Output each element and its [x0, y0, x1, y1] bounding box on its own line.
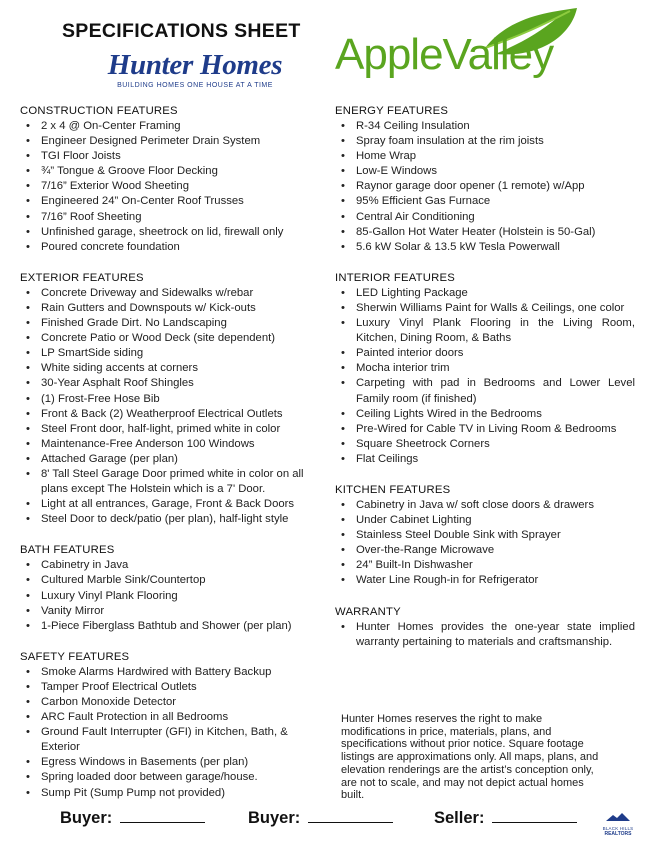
feature-list — [20, 665, 325, 801]
feature-list — [20, 558, 325, 633]
bullet-icon: • — [26, 332, 30, 345]
feature-list — [335, 286, 635, 467]
feature-item — [335, 498, 635, 513]
feature-item — [335, 437, 635, 452]
feature-item — [20, 665, 325, 680]
bullet-icon: • — [341, 347, 345, 360]
feature-item — [335, 164, 635, 179]
feature-text: Finished Grade Dirt. No Landscaping — [41, 317, 227, 330]
feature-text: Cabinetry in Java w/ soft close doors & drawers — [356, 498, 594, 511]
section-heading: WARRANTY — [335, 605, 401, 618]
bullet-icon: • — [26, 135, 30, 148]
feature-section — [20, 543, 325, 633]
feature-item — [335, 513, 635, 528]
feature-text: Ceiling Lights Wired in the Bedrooms — [356, 407, 542, 420]
bullet-icon: • — [26, 347, 30, 360]
feature-item — [335, 194, 635, 209]
section-heading: INTERIOR FEATURES — [335, 271, 455, 284]
feature-section — [20, 650, 325, 801]
feature-text: Home Wrap — [356, 150, 417, 163]
bullet-icon: • — [341, 301, 345, 314]
feature-text: Unfinished garage, sheetrock on lid, firewall only — [41, 225, 284, 238]
feature-item — [335, 407, 635, 422]
signature-footer — [0, 808, 650, 838]
bullet-icon: • — [26, 392, 30, 405]
feature-text: Luxury Vinyl Plank Flooring — [41, 589, 178, 602]
feature-section — [20, 271, 325, 528]
feature-text: Steel Door to deck/patio (per plan), half-light style — [41, 513, 289, 526]
bullet-icon: • — [26, 498, 30, 511]
feature-item — [20, 164, 325, 179]
feature-text: ARC Fault Protection in all Bedrooms — [41, 711, 229, 724]
feature-text: 7/16” Roof Sheeting — [41, 210, 142, 223]
bullet-icon: • — [26, 120, 30, 132]
right-column — [335, 104, 635, 666]
builder-name: Hunter Homes — [107, 49, 283, 81]
feature-text: Over-the-Range Microwave — [356, 544, 495, 557]
community-name: AppleValley — [335, 30, 554, 79]
section-heading: EXTERIOR FEATURES — [20, 271, 144, 284]
feature-item — [20, 452, 325, 467]
feature-list — [335, 119, 635, 255]
feature-text: 1-Piece Fiberglass Bathtub and Shower (per plan) — [41, 619, 292, 632]
bullet-icon: • — [26, 452, 30, 465]
bullet-icon: • — [341, 544, 345, 557]
bullet-icon: • — [341, 180, 345, 193]
feature-item — [20, 437, 325, 452]
feature-item — [20, 467, 325, 497]
feature-text: Water Line Rough-in for Refrigerator — [356, 574, 539, 587]
bullet-icon: • — [341, 120, 345, 132]
bullet-icon: • — [341, 150, 345, 163]
feature-item — [20, 210, 325, 225]
realtor-line-2: REALTORS — [604, 831, 632, 837]
feature-item — [20, 286, 325, 301]
feature-item — [20, 346, 325, 361]
feature-text: Engineered 24” On-Center Roof Trusses — [41, 195, 244, 208]
bullet-icon: • — [341, 529, 345, 542]
feature-text: Steel Front door, half-light, primed white in color — [41, 422, 281, 435]
bullet-icon: • — [26, 726, 30, 739]
feature-item — [20, 422, 325, 437]
feature-item — [20, 497, 325, 512]
feature-section — [20, 104, 325, 255]
feature-text: White siding accents at corners — [41, 362, 198, 375]
feature-text: Luxury Vinyl Plank Flooring in the Living Room, Kitchen, Dining Room, & Baths — [356, 317, 635, 345]
feature-item — [335, 301, 635, 316]
bullet-icon: • — [341, 135, 345, 148]
hunter-homes-logo — [95, 50, 295, 89]
feature-section — [335, 605, 635, 650]
feature-text: TGI Floor Joists — [41, 150, 121, 163]
bullet-icon: • — [26, 240, 30, 253]
feature-text: Engineer Designed Perimeter Drain System — [41, 135, 261, 148]
feature-text: Spring loaded door between garage/house. — [41, 771, 258, 784]
bullet-icon: • — [341, 437, 345, 450]
feature-item — [335, 346, 635, 361]
feature-text: Mocha interior trim — [356, 362, 450, 375]
section-heading: KITCHEN FEATURES — [335, 483, 451, 496]
bullet-icon: • — [341, 195, 345, 208]
feature-text: Flat Ceilings — [356, 452, 419, 465]
bullet-icon: • — [26, 711, 30, 724]
feature-item — [20, 619, 325, 634]
feature-item — [20, 361, 325, 376]
buyer-1-label: Buyer: — [60, 809, 113, 827]
feature-text: Light at all entrances, Garage, Front & Back Doors — [41, 498, 295, 511]
buyer-1-signature — [60, 808, 205, 828]
bullet-icon: • — [341, 452, 345, 465]
bullet-icon: • — [341, 514, 345, 527]
feature-item — [335, 452, 635, 467]
bullet-icon: • — [26, 150, 30, 163]
bullet-icon: • — [341, 498, 345, 511]
feature-item — [335, 286, 635, 301]
bullet-icon: • — [26, 407, 30, 420]
feature-item — [335, 620, 635, 650]
bullet-icon: • — [26, 377, 30, 390]
feature-item — [335, 240, 635, 255]
feature-text: Pre-Wired for Cable TV in Living Room & Bedrooms — [356, 422, 617, 435]
bullet-icon: • — [26, 286, 30, 299]
feature-section — [335, 271, 635, 467]
feature-text: (1) Frost-Free Hose Bib — [41, 392, 160, 405]
feature-item — [335, 543, 635, 558]
bullet-icon: • — [26, 574, 30, 587]
bullet-icon: • — [26, 437, 30, 450]
realtor-line-1: BLACK HILLS — [602, 826, 634, 831]
feature-item — [20, 179, 325, 194]
feature-item — [20, 119, 325, 134]
feature-text: 8' Tall Steel Garage Door primed white in color on all plans except The Holstein which is a 7' Door. — [41, 467, 304, 496]
bullet-icon: • — [341, 240, 345, 253]
disclaimer-text: Hunter Homes reserves the right to make modifications in price, materials, plans, and specifications without prior notice. Square footage listings are approximations only. All maps, plans, and elevation renderings are the artist’s conception only, are not to scale, and may not depict actual homes built. — [341, 713, 599, 802]
feature-text: Smoke Alarms Hardwired with Battery Backup — [41, 665, 272, 678]
bullet-icon: • — [341, 620, 345, 633]
bullet-icon: • — [341, 362, 345, 375]
feature-item — [20, 589, 325, 604]
feature-text: Carbon Monoxide Detector — [41, 696, 177, 708]
feature-text: LP SmartSide siding — [41, 347, 144, 360]
buyer-2-label: Buyer: — [248, 809, 301, 827]
feature-text: Low-E Windows — [356, 165, 437, 178]
feature-list — [335, 498, 635, 589]
feature-item — [20, 149, 325, 164]
section-heading: CONSTRUCTION FEATURES — [20, 105, 178, 117]
feature-text: Cultured Marble Sink/Countertop — [41, 574, 206, 587]
feature-text: Front & Back (2) Weatherproof Electrical Outlets — [41, 407, 283, 420]
feature-item — [20, 407, 325, 422]
feature-item — [20, 240, 325, 255]
bullet-icon: • — [26, 317, 30, 330]
bullet-icon: • — [26, 165, 30, 178]
feature-item — [20, 392, 325, 407]
bullet-icon: • — [26, 225, 30, 238]
feature-text: Carpeting with pad in Bedrooms and Lower Level Family room (if finished) — [356, 377, 635, 405]
bullet-icon: • — [26, 696, 30, 708]
feature-text: Maintenance-Free Anderson 100 Windows — [41, 437, 255, 450]
section-heading: BATH FEATURES — [20, 544, 115, 557]
feature-text: Concrete Driveway and Sidewalks w/rebar — [41, 286, 254, 299]
bullet-icon: • — [341, 407, 345, 420]
feature-text: Attached Garage (per plan) — [41, 452, 178, 465]
feature-item — [20, 680, 325, 695]
feature-text: Ground Fault Interrupter (GFI) in Kitchen, Bath, & Exterior — [41, 726, 288, 754]
feature-text: Raynor garage door opener (1 remote) w/App — [356, 180, 585, 193]
buyer-1-line — [120, 808, 205, 823]
left-column — [20, 104, 325, 817]
feature-list — [20, 119, 325, 255]
feature-item — [20, 301, 325, 316]
bullet-icon: • — [341, 559, 345, 572]
feature-text: Painted interior doors — [356, 347, 464, 360]
feature-text: Hunter Homes provides the one-year state implied warranty pertaining to materials and craftsmanship. — [356, 620, 635, 648]
feature-text: 7/16” Exterior Wood Sheeting — [41, 180, 189, 193]
feature-item — [20, 194, 325, 209]
bullet-icon: • — [341, 317, 345, 330]
feature-item — [20, 710, 325, 725]
feature-text: Rain Gutters and Downspouts w/ Kick-outs — [41, 301, 256, 314]
feature-text: Stainless Steel Double Sink with Sprayer — [356, 529, 561, 542]
feature-item — [335, 134, 635, 149]
bullet-icon: • — [26, 513, 30, 526]
feature-text: 5.6 kW Solar & 13.5 kW Tesla Powerwall — [356, 240, 560, 253]
feature-text: 85-Gallon Hot Water Heater (Holstein is 50-Gal) — [356, 225, 596, 238]
feature-item — [335, 528, 635, 543]
feature-section — [335, 104, 635, 255]
section-heading: ENERGY FEATURES — [335, 105, 449, 117]
feature-item — [20, 331, 325, 346]
bullet-icon: • — [26, 619, 30, 632]
buyer-2-line — [308, 808, 393, 823]
feature-item — [20, 512, 325, 527]
bullet-icon: • — [26, 589, 30, 602]
feature-text: Concrete Patio or Wood Deck (site dependent) — [41, 332, 276, 345]
feature-text: R-34 Ceiling Insulation — [356, 120, 470, 132]
bullet-icon: • — [26, 180, 30, 193]
feature-item — [335, 179, 635, 194]
feature-text: Tamper Proof Electrical Outlets — [41, 680, 197, 693]
feature-item — [335, 210, 635, 225]
bullet-icon: • — [26, 786, 30, 799]
feature-text: Sherwin Williams Paint for Walls & Ceilings, one color — [356, 301, 625, 314]
feature-item — [20, 725, 325, 755]
bullet-icon: • — [341, 377, 345, 390]
feature-text: ¾” Tongue & Groove Floor Decking — [41, 165, 218, 178]
feature-item — [20, 755, 325, 770]
apple-valley-logo — [335, 6, 585, 86]
seller-label: Seller: — [434, 809, 485, 827]
feature-text: LED Lighting Package — [356, 286, 468, 299]
feature-text: Egress Windows in Basements (per plan) — [41, 756, 249, 769]
feature-item — [335, 316, 635, 346]
feature-list — [20, 286, 325, 528]
seller-line — [492, 808, 577, 823]
mountain-icon — [606, 813, 630, 821]
feature-text: 95% Efficient Gas Furnace — [356, 195, 491, 208]
feature-text: Poured concrete foundation — [41, 240, 180, 253]
feature-item — [20, 376, 325, 391]
feature-section — [335, 483, 635, 589]
builder-tagline: BUILDING HOMES ONE HOUSE AT A TIME — [117, 82, 273, 89]
feature-item — [335, 361, 635, 376]
feature-list — [335, 620, 635, 650]
bullet-icon: • — [26, 771, 30, 784]
feature-item — [335, 119, 635, 134]
bullet-icon: • — [26, 210, 30, 223]
feature-text: Under Cabinet Lighting — [356, 514, 472, 527]
feature-item — [20, 695, 325, 710]
feature-item — [20, 786, 325, 801]
feature-text: 30-Year Asphalt Roof Shingles — [41, 377, 194, 390]
bullet-icon: • — [341, 210, 345, 223]
bullet-icon: • — [341, 574, 345, 587]
bullet-icon: • — [26, 467, 30, 480]
buyer-2-signature — [248, 808, 393, 828]
bullet-icon: • — [26, 422, 30, 435]
bullet-icon: • — [26, 195, 30, 208]
feature-text: Square Sheetrock Corners — [356, 437, 490, 450]
feature-item — [335, 225, 635, 240]
feature-text: Vanity Mirror — [41, 604, 105, 617]
feature-item — [335, 149, 635, 164]
bullet-icon: • — [26, 604, 30, 617]
bullet-icon: • — [26, 559, 30, 572]
bullet-icon: • — [26, 680, 30, 693]
feature-item — [335, 422, 635, 437]
feature-text: Central Air Conditioning — [356, 210, 475, 223]
feature-item — [20, 225, 325, 240]
seller-signature — [434, 808, 577, 828]
bullet-icon: • — [341, 422, 345, 435]
feature-text: 2 x 4 @ On-Center Framing — [41, 120, 181, 132]
feature-text: Spray foam insulation at the rim joists — [356, 135, 544, 148]
bullet-icon: • — [26, 301, 30, 314]
feature-item — [335, 558, 635, 573]
feature-item — [20, 573, 325, 588]
bullet-icon: • — [341, 165, 345, 178]
black-hills-realtors-logo — [598, 808, 638, 837]
section-heading: SAFETY FEATURES — [20, 650, 130, 663]
feature-item — [20, 604, 325, 619]
bullet-icon: • — [341, 225, 345, 238]
feature-item — [20, 316, 325, 331]
feature-item — [20, 134, 325, 149]
feature-item — [335, 376, 635, 406]
feature-item — [20, 770, 325, 785]
feature-item — [335, 573, 635, 588]
bullet-icon: • — [26, 362, 30, 375]
feature-text: Cabinetry in Java — [41, 559, 129, 572]
bullet-icon: • — [26, 756, 30, 769]
bullet-icon: • — [26, 665, 30, 678]
feature-text: 24” Built-In Dishwasher — [356, 559, 473, 572]
page-title: SPECIFICATIONS SHEET — [62, 20, 301, 42]
bullet-icon: • — [341, 286, 345, 299]
feature-text: Sump Pit (Sump Pump not provided) — [41, 786, 225, 799]
feature-item — [20, 558, 325, 573]
